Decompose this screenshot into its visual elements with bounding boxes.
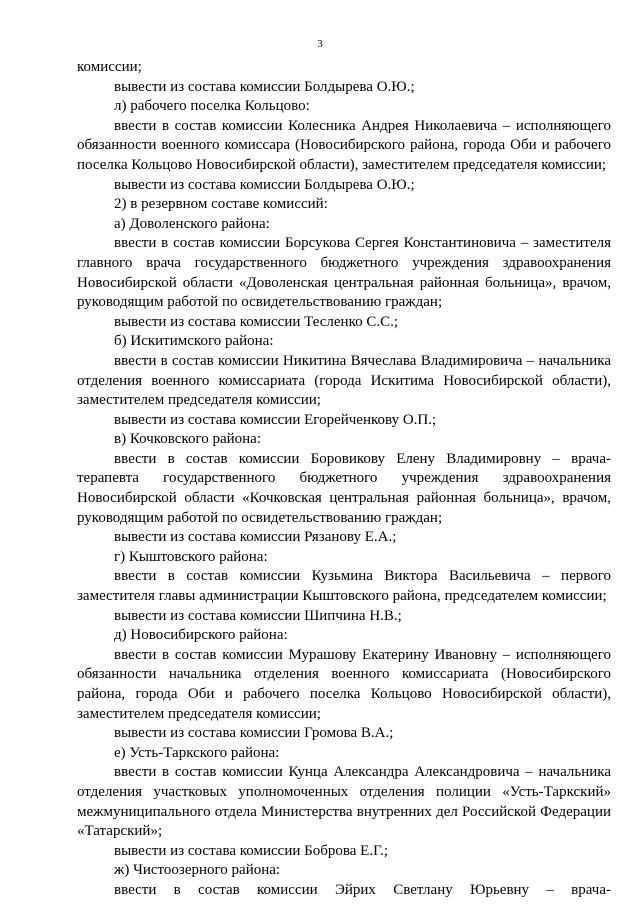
- paragraph: комиссии;: [77, 59, 142, 75]
- paragraph: е) Усть-Таркского района:: [114, 744, 280, 761]
- paragraph: вывести из состава комиссии Болдырева О.Ю.;: [114, 176, 415, 193]
- paragraph: ввести в состав комиссии Никитина Вячеслава Владимировича – начальника отделения военного комиссариата (города Искитима Новосибирской области), заместителем председателя комиссии;: [77, 352, 611, 409]
- document-body: [77, 58, 611, 901]
- paragraph: ввести в состав комиссии Кузьмина Виктора Васильевича – первого заместителя главы администрации Кыштовского района, председателем комиссии;: [77, 568, 611, 605]
- paragraph: 2) в резервном составе комиссий:: [114, 196, 328, 213]
- page-number: 3: [317, 38, 323, 50]
- paragraph: вывести из состава комиссии Тесленко С.С.;: [114, 313, 399, 330]
- paragraph: в) Кочковского района:: [114, 431, 262, 448]
- paragraph: ввести в состав комиссии Мурашову Екатерину Ивановну – исполняющего обязанности начальника отделения военного комиссариата (Новосибирского района, города Оби и рабочего поселка Кольцово Новосибирской области), заместителем председателя комиссии;: [77, 646, 611, 722]
- paragraph: вывести из состава комиссии Болдырева О.Ю.;: [114, 78, 415, 95]
- paragraph: вывести из состава комиссии Егорейченкову О.П.;: [114, 411, 437, 428]
- paragraph: ввести в состав комиссии Эйрих Светлану Юрьевну – врача-: [114, 881, 611, 898]
- paragraph: ввести в состав комиссии Боровикову Елену Владимировну – врача-терапевта государственного бюджетного учреждения здравоохранения Новосибирской области «Кочковская центральная районная больница», врачом, руководящим работой по освидетельствованию граждан;: [77, 450, 611, 526]
- paragraph: ввести в состав комиссии Кунца Александра Александровича – начальника отделения участковых уполномоченных отделения полиции «Усть-Таркский» межмуниципального отдела Министерства внутренних дел Российской Федерации «Татарский»;: [77, 764, 611, 840]
- paragraph: а) Доволенского района:: [114, 215, 270, 232]
- paragraph: ж) Чистоозерного района:: [114, 862, 281, 879]
- paragraph: г) Кыштовского района:: [114, 548, 268, 565]
- paragraph: ввести в состав комиссии Борсукова Сергея Константиновича – заместителя главного врача государственного бюджетного учреждения здравоохранения Новосибирской области «Доволенская центральная районная больница», врачом, руководящим работой по освидетельствованию граждан;: [77, 235, 611, 311]
- paragraph: вывести из состава комиссии Рязанову Е.А.;: [114, 529, 397, 546]
- paragraph: д) Новосибирского района:: [114, 627, 288, 644]
- paragraph: б) Искитимского района:: [114, 333, 274, 350]
- paragraph: ввести в состав комиссии Колесника Андрея Николаевича – исполняющего обязанности военного комиссара (Новосибирского района, города Оби и рабочего поселка Кольцово Новосибирской области), заместителем председателя комиссии;: [77, 117, 611, 173]
- paragraph: вывести из состава комиссии Шипчина Н.В.;: [114, 607, 402, 624]
- paragraph: вывести из состава комиссии Боброва Е.Г.;: [114, 842, 388, 859]
- paragraph: вывести из состава комиссии Громова В.А.;: [114, 725, 394, 742]
- paragraph: л) рабочего поселка Кольцово:: [114, 98, 310, 115]
